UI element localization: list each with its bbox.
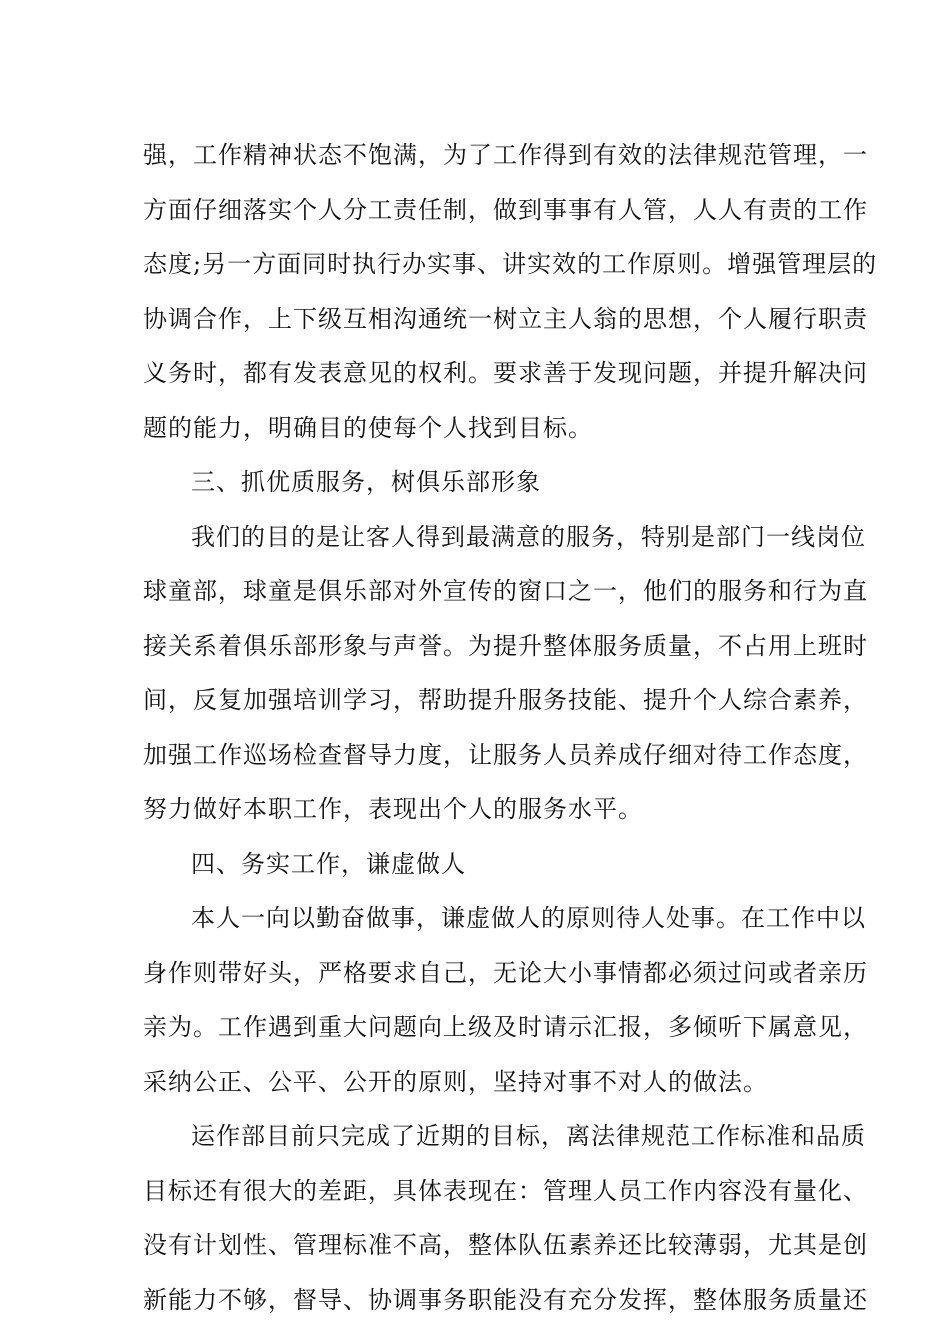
text-line: 亲为。工作遇到重大问题向上级及时请示汇报，多倾听下属意见， bbox=[143, 1013, 868, 1041]
text-line: 态度;另一方面同时执行办实事、讲实效的工作原则。增强管理层的 bbox=[143, 250, 878, 278]
text-line: 接关系着俱乐部形象与声誉。为提升整体服务质量，不占用上班时 bbox=[143, 631, 868, 660]
section-heading: 三、抓优质服务，树俱乐部形象 bbox=[191, 468, 541, 496]
text-line: 强，工作精神状态不饱满，为了工作得到有效的法律规范管理，一 bbox=[143, 141, 868, 169]
text-line: 方面仔细落实个人分工责任制，做到事事有人管，人人有责的工作 bbox=[143, 195, 868, 224]
text-line: 身作则带好头，严格要求自己，无论大小事情都必须过问或者亲历 bbox=[143, 958, 868, 987]
text-line: 新能力不够，督导、协调事务职能没有充分发挥，整体服务质量还 bbox=[143, 1285, 868, 1314]
text-line: 加强工作巡场检查督导力度，让服务人员养成仔细对待工作态度， bbox=[143, 740, 868, 769]
section-heading: 四、务实工作，谦虚做人 bbox=[191, 849, 466, 878]
text-line: 努力做好本职工作，表现出个人的服务水平。 bbox=[143, 795, 643, 823]
text-line: 本人一向以勤奋做事，谦虚做人的原则待人处事。在工作中以 bbox=[191, 904, 866, 932]
text-line: 目标还有很大的差距，具体表现在：管理人员工作内容没有量化、 bbox=[143, 1176, 868, 1205]
text-line: 题的能力，明确目的使每个人找到目标。 bbox=[143, 413, 593, 442]
text-line: 球童部，球童是俱乐部对外宣传的窗口之一，他们的服务和行为直 bbox=[143, 577, 868, 605]
text-line: 采纳公正、公平、公开的原则，坚持对事不对人的做法。 bbox=[143, 1067, 768, 1096]
text-line: 我们的目的是让客人得到最满意的服务，特别是部门一线岗位 bbox=[191, 522, 866, 551]
document-body bbox=[143, 128, 878, 1327]
text-line: 协调合作，上下级互相沟通统一树立主人翁的思想，个人履行职责 bbox=[143, 304, 868, 333]
text-line: 间，反复加强培训学习，帮助提升服务技能、提升个人综合素养， bbox=[143, 686, 868, 714]
text-line: 运作部目前只完成了近期的目标，离法律规范工作标准和品质 bbox=[191, 1122, 866, 1150]
text-line: 义务时，都有发表意见的权利。要求善于发现问题，并提升解决问 bbox=[143, 359, 868, 387]
text-line: 没有计划性、管理标准不高，整体队伍素养还比较薄弱，尤其是创 bbox=[143, 1231, 868, 1259]
